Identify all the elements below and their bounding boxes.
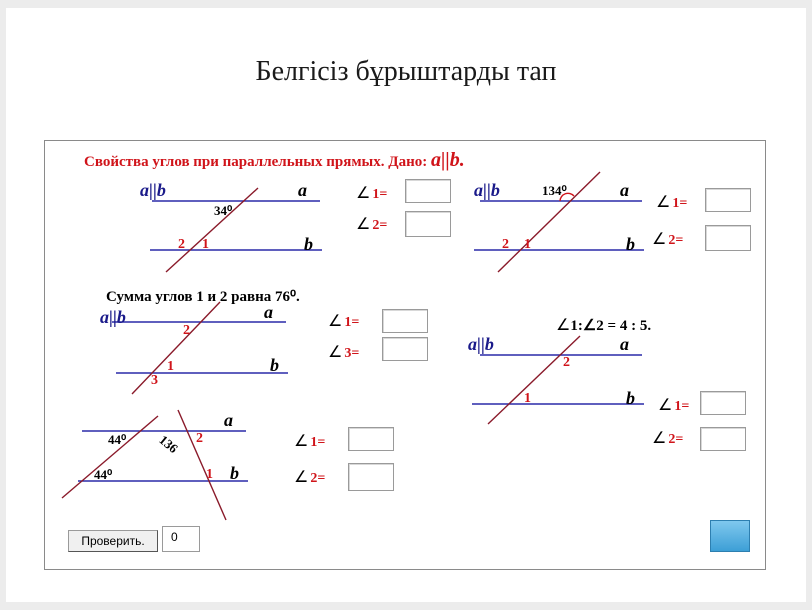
p1-answer-1-label [356,183,387,203]
p5-line-a-label: a [224,410,233,430]
p2-angle-given: 134⁰ [542,183,567,198]
score-field: 0 [162,526,200,552]
p2-mark-2: 2 [502,237,509,252]
p3-transversal [132,302,220,394]
p4-answer-1-label [658,395,689,415]
p2-answer-2-input[interactable] [705,225,751,251]
exercise-heading [84,149,465,172]
p5-answer-1-input[interactable] [348,427,394,451]
angle-icon: ∠ [294,469,309,486]
p5-answer-1-label [294,431,325,451]
p5-answer-2-input[interactable] [348,463,394,491]
p5-transversal-right [178,410,226,520]
p3-statement: Сумма углов 1 и 2 равна 76⁰. [106,289,300,305]
p1-answer-2-input[interactable] [405,211,451,237]
p3-answer-1-text: 1= [344,315,360,330]
p2-answer-1-label [656,192,687,212]
p3-mark-2: 2 [183,323,190,338]
p3-parallel-label: a||b [100,307,126,327]
p4-ratio-text: 1:∠2 = 4 : 5. [570,318,652,334]
p1-line-b-label: b [304,234,313,254]
p5-answer-2-text: 2= [310,471,326,486]
p4-line-a-label: a [620,334,629,354]
angle-icon: ∠ [294,433,309,450]
p3-answer-3-input[interactable] [382,337,428,361]
p4-answer-1-input[interactable] [700,391,746,415]
angle-icon: ∠ [652,430,667,447]
p2-answer-2-text: 2= [668,233,684,248]
p5-angle-top: 44⁰ [108,432,127,447]
p3-answer-1-label [328,311,359,331]
p5-mark-2: 2 [196,431,203,446]
p4-parallel-label: a||b [468,334,494,354]
check-button[interactable]: Проверить. [68,530,158,552]
p2-answer-1-input[interactable] [705,188,751,212]
p3-line-a-label: a [264,302,273,322]
p1-parallel-label: a||b [140,180,166,200]
p1-mark-2: 2 [178,237,185,252]
p4-answer-2-input[interactable] [700,427,746,451]
slide-title: Белгісіз бұрыштарды тап [255,56,557,87]
p2-line-a-label: a [620,180,629,200]
p3-answer-3-text: 3= [344,346,360,361]
angle-icon: ∠ [652,231,667,248]
heading-text: Свойства углов при параллельных прямых. Дано: [84,154,428,170]
p3-answer-3-label [328,342,359,362]
p1-angle-given: 34⁰ [214,203,233,218]
p4-mark-2: 2 [563,355,570,370]
p5-line-b-label: b [230,463,239,483]
p5-transversal-left [62,416,158,498]
p1-answer-2-label [356,214,387,234]
p5-mark-1: 1 [206,467,213,482]
angle-icon: ∠ [328,344,343,361]
p5-answer-1-text: 1= [310,435,326,450]
next-button[interactable] [710,520,750,552]
p3-line-b-label: b [270,355,279,375]
angle-icon: ∠ [556,317,571,334]
p1-answer-1-input[interactable] [405,179,451,203]
p4-mark-1: 1 [524,391,531,406]
p5-angle-bottom: 44⁰ [94,467,113,482]
p1-mark-1: 1 [202,237,209,252]
p4-line-b-label: b [626,388,635,408]
p2-answer-1-text: 1= [672,196,688,211]
p2-answer-2-label [652,229,683,249]
p4-transversal [488,336,580,424]
p5-angle-136: 136 [156,432,181,457]
angle-icon: ∠ [658,397,673,414]
p1-line-a-label: a [298,180,307,200]
p4-answer-2-label [652,428,683,448]
heading-given: a||b. [430,149,465,171]
p3-mark-1: 1 [167,359,174,374]
angle-icon: ∠ [356,216,371,233]
p3-mark-3: 3 [151,373,158,388]
p3-answer-1-input[interactable] [382,309,428,333]
angle-icon: ∠ [356,185,371,202]
p1-answer-1-text: 1= [372,187,388,202]
p4-answer-2-text: 2= [668,432,684,447]
p4-ratio [556,315,651,335]
p2-line-b-label: b [626,234,635,254]
p2-parallel-label: a||b [474,180,500,200]
p2-mark-1: 1 [524,237,531,252]
p4-answer-1-text: 1= [674,399,690,414]
angle-icon: ∠ [328,313,343,330]
p5-answer-2-label [294,467,325,487]
angle-icon: ∠ [656,194,671,211]
p1-answer-2-text: 2= [372,218,388,233]
